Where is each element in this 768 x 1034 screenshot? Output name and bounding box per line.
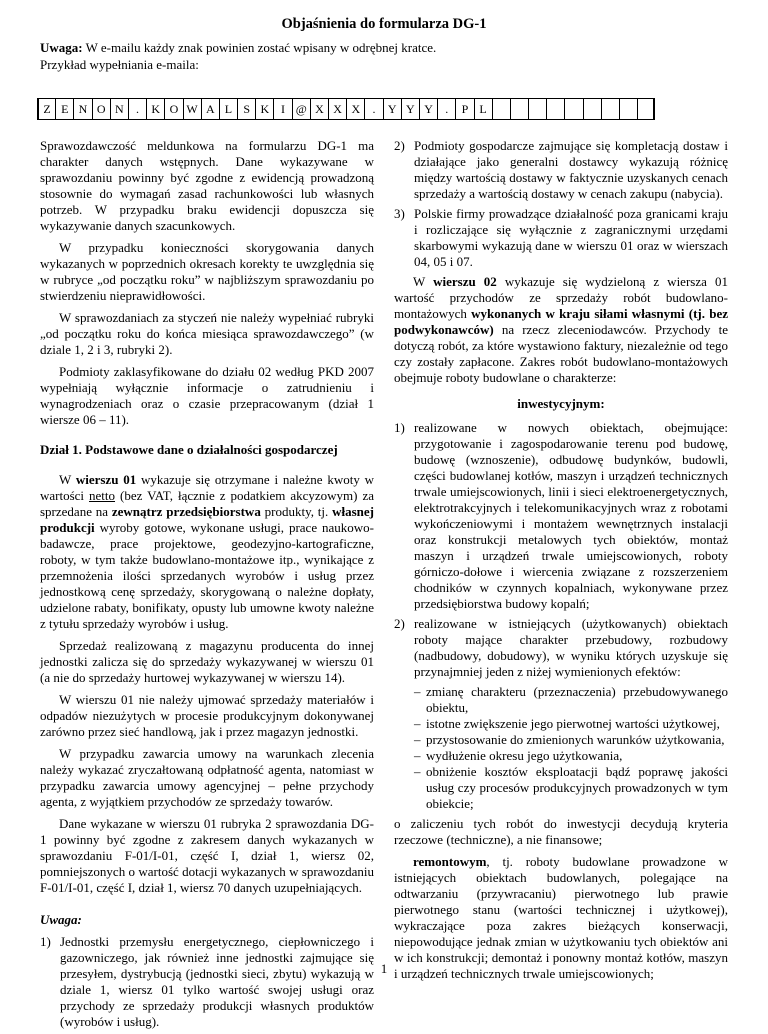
email-char-cell: N (110, 99, 128, 119)
email-char-cell (546, 99, 564, 119)
email-char-cell: N (73, 99, 91, 119)
email-char-cell: S (237, 99, 255, 119)
paragraph: o zaliczeniu tych robót do inwestycji decydują kryteria rzeczowe (techniczne), a nie finansowe; (394, 816, 728, 847)
list-item (40, 934, 374, 1030)
text-span: wyroby gotowe, wykonane usługi, prace naukowo-badawcze, prace projektowe, geodezyjno-kartograficzne, roboty, w tym także budowlano-montażowe itp., wynikające z przemnożenia ilości sprzedanych wyrobów i usług przez jednostkową cenę sprzedaży, skorygowaną o należne dopłaty, udzielone rabaty, bonifikaty, opusty lub umowne kwoty należne z tytułu sprzedaży wyrobów i usług. (40, 520, 374, 631)
list-number: 1) (394, 420, 405, 435)
list-number: 2) (394, 138, 405, 153)
list-number: 1) (40, 934, 51, 949)
email-char-cell: L (219, 99, 237, 119)
email-char-cell: Z (37, 99, 55, 119)
dash-text: istotne zwiększenie jego pierwotnej wartości użytkowej, (426, 716, 720, 731)
paragraph: W przypadku konieczności skorygowania danych wykazanych w poprzednich okresach korekty te uwzględnia się w rubryce „od początku roku” w najbliższym sprawozdaniu po stwierdzeniu nieprawidłowości. (40, 240, 374, 303)
email-char-cell (492, 99, 510, 119)
dash-text: zmianę charakteru (przeznaczenia) przebudowywanego obiektu, (426, 684, 728, 715)
email-char-cell: X (328, 99, 346, 119)
text-span: produkty, tj. (260, 504, 333, 519)
dash-item: – istotne zwiększenie jego pierwotnej wartości użytkowej, (414, 716, 728, 732)
list-item (394, 206, 728, 270)
list-text: Jednostki przemysłu energetycznego, ciepłowniczego i gazowniczego, jak również inne jednostki zajmujące się przesyłem, dystrybucją (jednostki sieci, zbytu) wykazują w dziale 1, wiersz 01 tylko wartość swojej usługi oraz przychody ze sprzedaży produkcji własnych produktów (wyrobów i usług). (60, 934, 374, 1029)
text-span: wykazuje się otrzymane i należne kwoty w wartości (40, 472, 374, 503)
list-text: realizowane w nowych obiektach, obejmujące: przygotowanie i zagospodarowanie terenu pod budowę, budowę (wznoszenie), odbudowę budynków, budowli, części budowlanej kotłów, maszyn i urządzeń technicznych trwale umiejscowionych, linii i sieci elektroenergetycznych, elektrotrakcyjnych i telekomunikacyjnych wraz z robotami wykończeniowymi i montażem wewnętrznych instalacji oraz konstrukcji metalowych tych obiektów, montaż maszyn i urządzeń trwale umiejscowionych, roboty górniczo-dołowe i wiercenia związane z rozszerzeniem chodników w czynnych kopalniach, wykonywane przez przedsiębiorstwa budowy kopalń; (414, 420, 728, 611)
section-heading: Dział 1. Podstawowe dane o działalności gospodarczej (40, 442, 338, 457)
email-char-cell: A (201, 99, 219, 119)
example-label: Przykład wypełniania e-maila: (40, 57, 199, 72)
uwaga-heading: Uwaga: (40, 912, 82, 927)
dash-item: – obniżenie kosztów eksploatacji bądź poprawę jakości usług czy procesów produkcyjnych prowadzonych w tym obiekcie; (414, 764, 728, 811)
email-char-cell: . (364, 99, 382, 119)
note-label: Uwaga: (40, 40, 83, 55)
text-span: wykazuje się wydzieloną z wiersza 01 wartość przychodów ze sprzedaży robót budowlano-montażowych (394, 274, 728, 321)
email-char-cell (528, 99, 546, 119)
list-text: realizowane w istniejących (użytkowanych) obiektach roboty mające charakter przebudowy, rozbudowy (nadbudowy, dobudowy), w wyniku których uzyskuje się przynajmniej jeden z niżej wymienionych efektów: (414, 616, 728, 679)
paragraph (40, 472, 374, 632)
bold-span: zewnątrz przedsiębiorstwa (111, 504, 261, 519)
text-span: W (59, 472, 76, 487)
email-char-cell: K (146, 99, 164, 119)
dash-text: przystosowanie do zmienionych warunków użytkowania, (426, 732, 725, 747)
list-text: Polskie firmy prowadzące działalność poza granicami kraju i rozliczające się wyłącznie z zagranicznymi urzędami skarbowymi wykazują dane w wierszu 01 oraz w wierszach 04, 05 i 07. (414, 206, 728, 269)
note-line (40, 40, 740, 56)
email-char-cell: L (474, 99, 492, 119)
note-text: W e-mailu każdy znak powinien zostać wpisany w odrębnej kratce. (85, 40, 437, 55)
paragraph: W wierszu 01 nie należy ujmować sprzedaży materiałów i odpadów niezużytych w procesie produkcyjnym dokonywanej zarówno przez sieć handlową, jak i przez magazyn jednostki. (40, 692, 374, 739)
email-char-cell (564, 99, 582, 119)
left-column (40, 138, 374, 1034)
email-char-cell: Y (419, 99, 437, 119)
list-item (394, 420, 728, 612)
list-item (394, 138, 728, 202)
email-char-cell: . (437, 99, 455, 119)
email-char-cell: O (164, 99, 182, 119)
paragraph: Sprawozdawczość meldunkowa na formularzu DG-1 ma charakter danych wstępnych. Dane wykazywane w sprawozdaniu powinny być zgodne z ewidencją prowadzoną stosownie do wymagań zasad rachunkowości lub własnych potrzeb. W przypadku braku ewidencji dopuszcza się wykazywanie danych szacunkowych. (40, 138, 374, 233)
email-char-cell: X (310, 99, 328, 119)
email-char-cell: W (183, 99, 201, 119)
dash-item: – wydłużenie okresu jego użytkowania, (414, 748, 728, 764)
paragraph: W sprawozdaniach za styczeń nie należy wypełniać rubryki „od początku roku do końca miesiąca sprawozdawczego” (w dziale 1, 2 i 3, rubryki 2). (40, 310, 374, 357)
list-text: Podmioty gospodarcze zajmujące się kompletacją dostaw i działające jako generalni dostawcy wykazują różnicę między wartością dostawy w faktycznie uzyskanych cenach sprzedaży a wartością dostawy w cenach zakupu (nabycia). (414, 138, 728, 201)
invest-heading: inwestycyjnym: (517, 396, 605, 411)
dash-text: wydłużenie okresu jego użytkowania, (426, 748, 623, 763)
email-char-cell (510, 99, 528, 119)
bold-span: wierszu 01 (75, 472, 137, 487)
paragraph: W przypadku zawarcia umowy na warunkach zlecenia należy wykazać zryczałtowaną odpłatność agenta, natomiast w przypadku zawarcia umowy agencyjnej – pełne przychody agenta, z wyjątkiem przychodów ze sprzedaży towarów. (40, 746, 374, 809)
email-char-cell: @ (292, 99, 310, 119)
text-span: na rzecz zleceniodawców. Przychody te dotyczą robót, za które wystawiono faktury, niezależnie od tego czy zostały zapłacone. Zakres robót budowlano-montażowych obejmuje roboty budowlane o charakterze: (394, 322, 728, 385)
bold-span: własnej produkcji (40, 504, 374, 535)
bold-span: wykonanych w kraju siłami własnymi (tj. bez podwykonawców) (394, 306, 728, 337)
email-char-cell (601, 99, 619, 119)
email-char-cell: Y (401, 99, 419, 119)
text-span: (bez VAT, łącznie z podatkiem akcyzowym) za sprzedane na (40, 488, 374, 519)
paragraph: Dane wykazane w wierszu 01 rubryka 2 sprawozdania DG-1 powinny być zgodne z zakresem danych wykazanych w sprawozdaniu F-01/I-01, część I, dział 1, wiersz 02, pomniejszonych o wartość dotacji wykazanych w sprawozdaniu F-01/I-01, część I, dział 1, wiersz 70 danych uzupełniających. (40, 816, 374, 895)
email-char-cell (637, 99, 655, 119)
underline-span: netto (89, 488, 116, 503)
text-span: W (413, 274, 434, 289)
email-grid (37, 98, 655, 120)
email-char-cell: K (255, 99, 273, 119)
paragraph: Podmioty zaklasyfikowane do działu 02 według PKD 2007 wypełniają wyłącznie informacje o zatrudnieniu i wynagrodzeniach oraz o czasie przepracowanym (dział 1 wiersze 06 – 11). (40, 364, 374, 427)
email-char-cell (583, 99, 601, 119)
bold-span: wierszu 02 (433, 274, 497, 289)
page-title: Objaśnienia do formularza DG-1 (281, 16, 487, 32)
page-number: 1 (380, 961, 388, 976)
text-span: , tj. roboty budowlane prowadzone w istniejących obiektach budowlanych, polegające na odtwarzaniu (przywracaniu) pierwotnego lub prawie pierwotnego stanu (wartości technicznej i użytkowej), wykraczające poza zakres bieżących konserwacji, niepowodujące jednak zmian w użytkowaniu tych obiektów ani w ich konstrukcji; demontaż i ponowny montaż kotłów, maszyn i urządzeń technicznych trwale umiejscowionych; (394, 854, 728, 981)
email-char-cell (619, 99, 637, 119)
email-char-cell: P (455, 99, 473, 119)
bold-span: remontowym (413, 854, 487, 869)
email-char-cell: Y (383, 99, 401, 119)
dash-item: – przystosowanie do zmienionych warunków użytkowania, (414, 732, 728, 748)
right-column (394, 138, 728, 988)
list-number: 2) (394, 616, 405, 631)
dash-text: obniżenie kosztów eksploatacji bądź poprawę jakości usług czy procesów produkcyjnych prowadzonych w tym obiekcie; (426, 764, 728, 811)
dash-item: – zmianę charakteru (przeznaczenia) przebudowywanego obiektu, (414, 684, 728, 715)
email-char-cell: I (273, 99, 291, 119)
paragraph (394, 274, 728, 386)
list-number: 3) (394, 206, 405, 221)
list-item (394, 616, 728, 680)
email-char-cell: X (346, 99, 364, 119)
paragraph: Sprzedaż realizowaną z magazynu producenta do innej jednostki zalicza się do sprzedaży wykazywanej w wierszu 01 (a nie do sprzedaży hurtowej wykazywanej w wierszu 14). (40, 638, 374, 685)
email-char-cell: O (92, 99, 110, 119)
email-char-cell: E (55, 99, 73, 119)
email-char-cell: . (128, 99, 146, 119)
